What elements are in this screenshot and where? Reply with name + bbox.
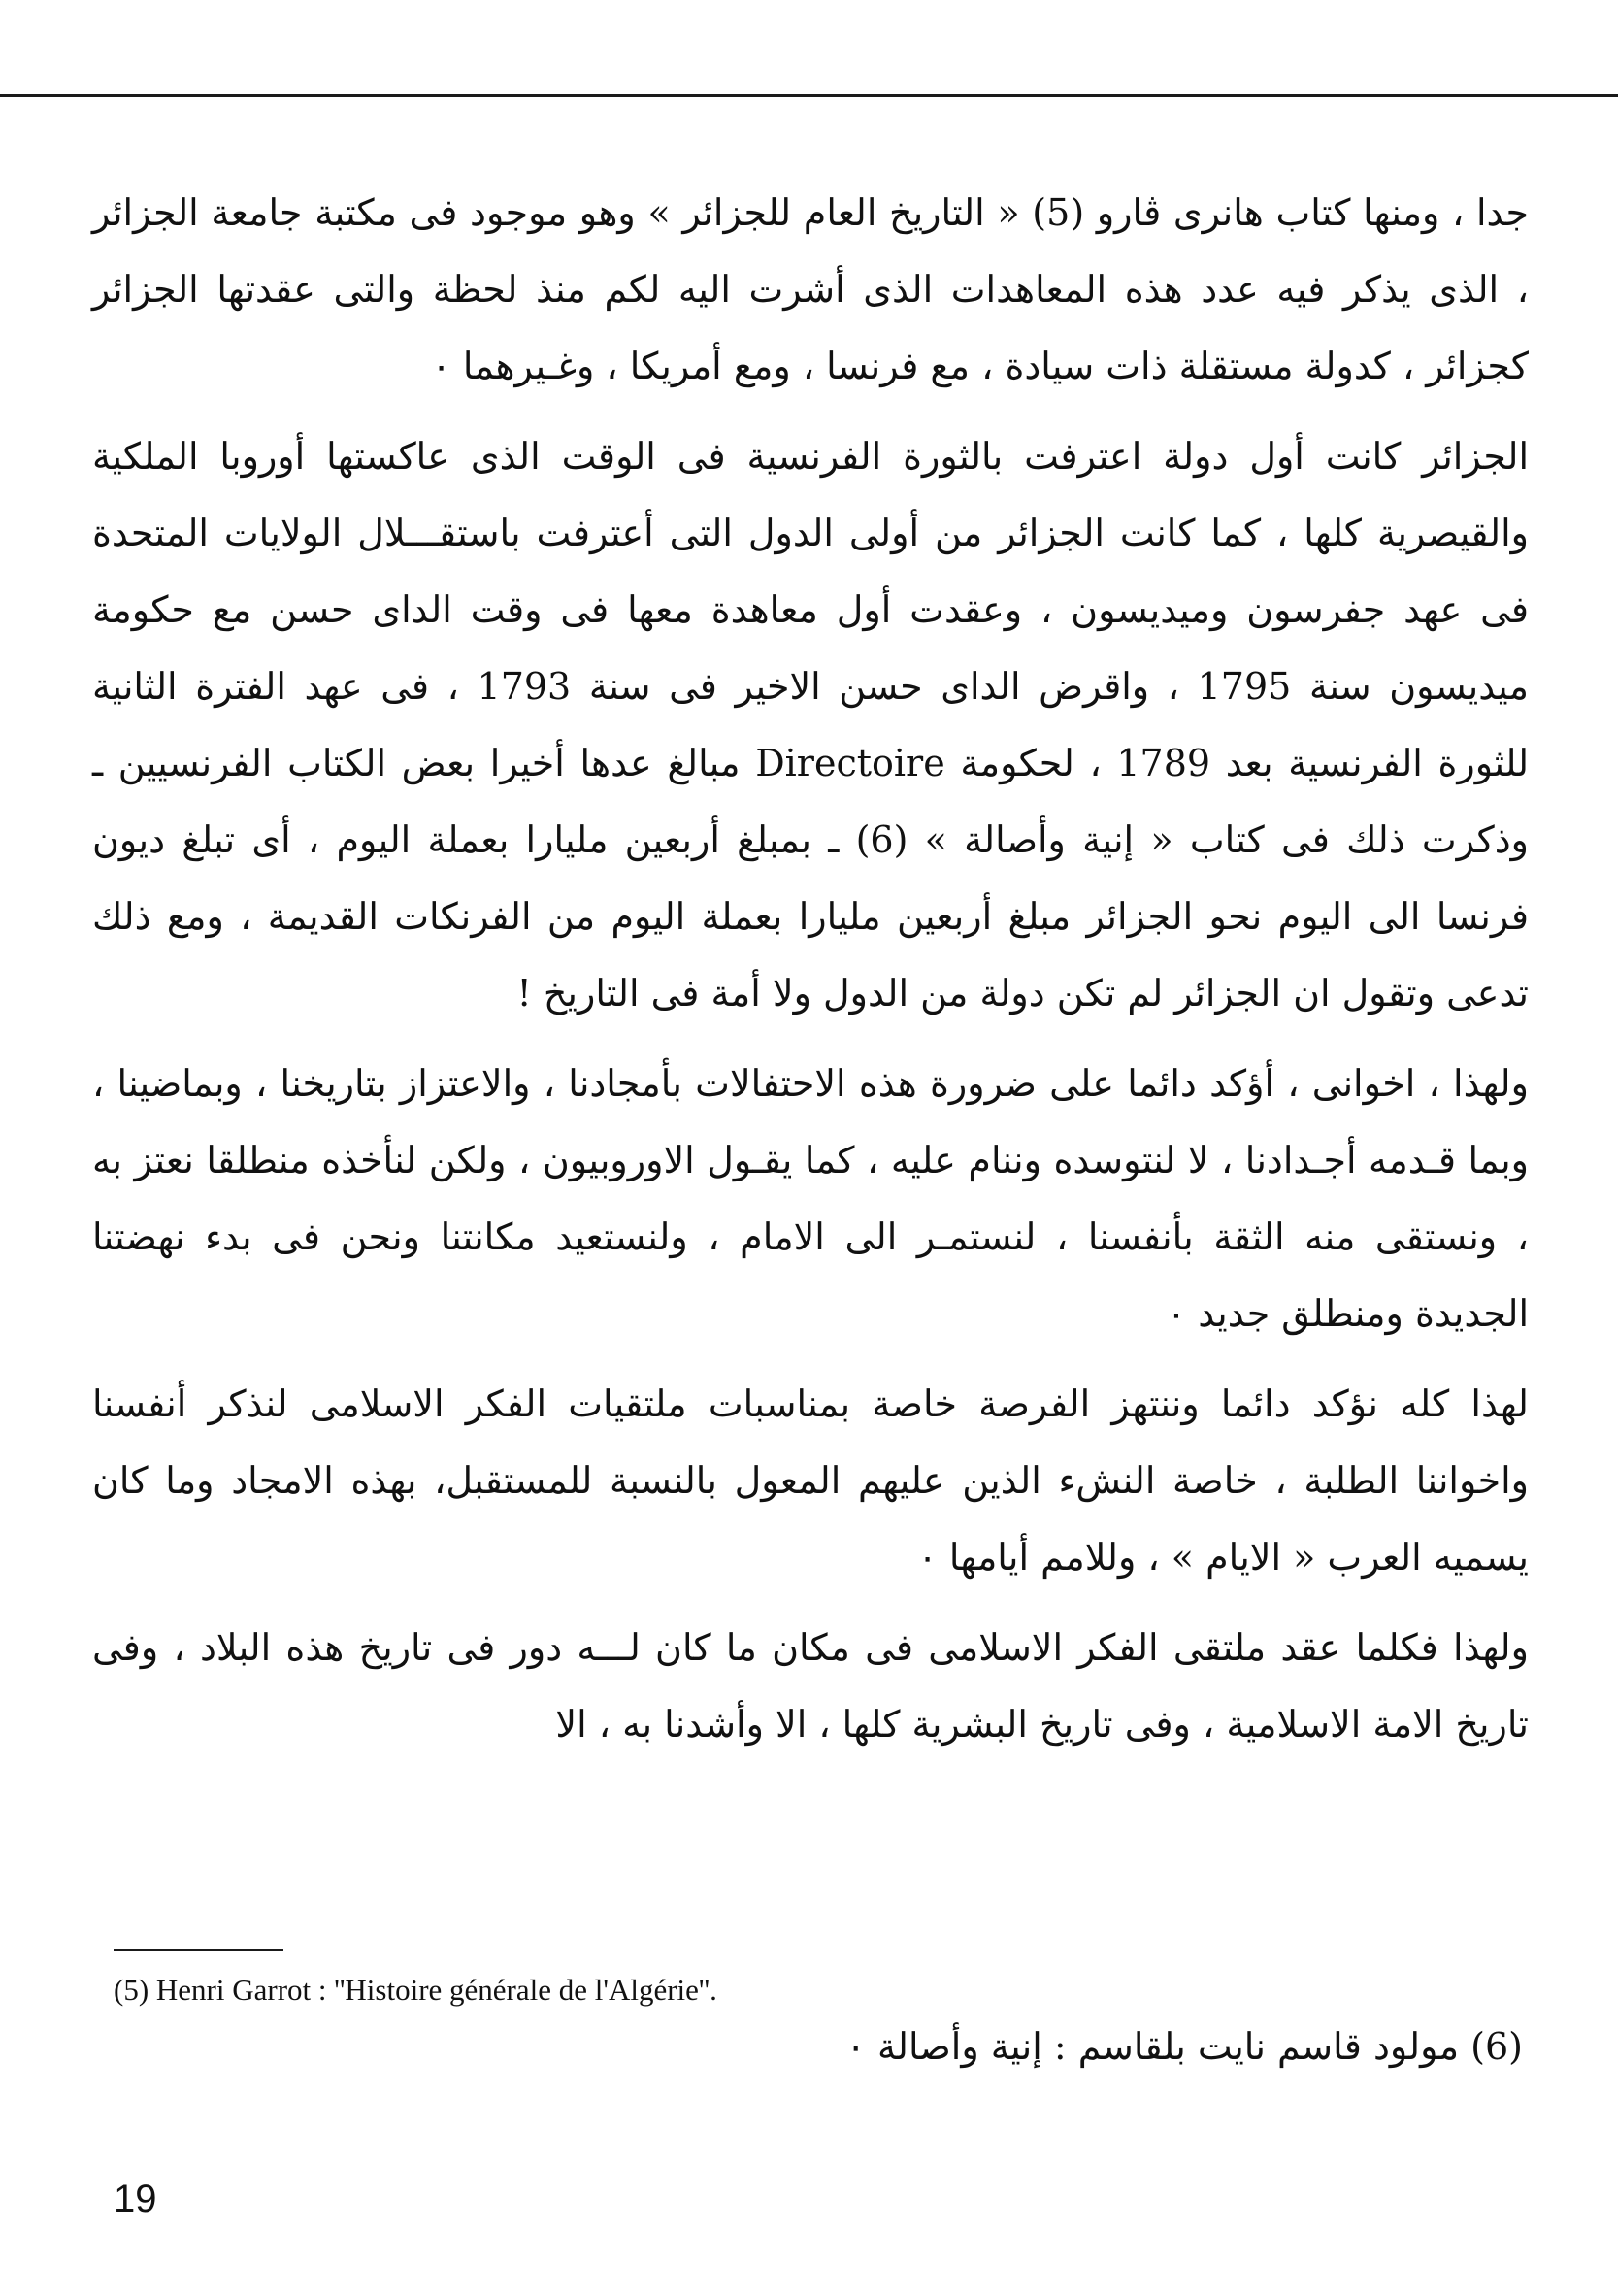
footnote-6: (6) مولود قاسم نايت بلقاسم : إنية وأصالة ٠ — [845, 2025, 1523, 2068]
header-rule — [0, 94, 1618, 97]
page-number: 19 — [114, 2178, 157, 2220]
paragraph-3: ولهذا ، اخوانى ، أؤكد دائما على ضرورة هذه الاحتفالات بأمجادنا ، والاعتزاز بتاريخنا ، وبماضينا ، وبما قـدمه أجـدادنا ، لا لنتوسده وننام عليه ، كما يقـول الاوروبيون ، ولكن لنأخذه منطلقا نعتز به ، ونستقى منه الثقة بأنفسنا ، لنستمـر الى الامام ، ولنستعيد مكانتنا ونحن فى بدء نهضتنا الجديدة ومنطلق جديد ٠ — [92, 1062, 1529, 1335]
paragraph-5: ولهذا فكلما عقد ملتقى الفكر الاسلامى فى مكان ما كان لـــه دور فى تاريخ هذه البلاد ، وفى تاريخ الامة الاسلامية ، وفى تاريخ البشرية كلها ، الا وأشدنا به ، الا — [92, 1626, 1529, 1746]
paragraph-4: لهذا كله نؤكد دائما وننتهز الفرصة خاصة بمناسبات ملتقيات الفكر الاسلامى لنذكر أنفسنا واخواننا الطلبة ، خاصة النشء الذين عليهم المعول بالنسبة للمستقبل، بهذه الامجاد وما كان يسميه العرب « الايام » ، وللامم أيامها ٠ — [92, 1382, 1529, 1579]
footnote-rule — [114, 1949, 283, 1951]
paragraph-2: الجزائر كانت أول دولة اعترفت بالثورة الفرنسية فى الوقت الذى عاكستها أوروبا الملكية والقيصرية كلها ، كما كانت الجزائر من أولى الدول التى أعترفت باستقـــلال الولايات المتحدة فى عهد جفرسون وميديسون ، وعقدت أول معاهدة معها فى وقت الداى حسن مع حكومة ميديسون سنة 1795 ، واقرض الداى حسن الاخير فى سنة 1793 ، فى عهد الفترة الثانية للثورة الفرنسية بعد 1789 ، لحكومة Directoire مبالغ عدها أخيرا بعض الكتاب الفرنسيين ـ وذكرت ذلك فى كتاب « إنية وأصالة » (6) ـ بمبلغ أربعين مليارا بعملة اليوم ، أى تبلغ ديون فرنسا الى اليوم نحو الجزائر مبلغ أربعين مليارا بعملة اليوم من الفرنكات القديمة ، ومع ذلك تدعى وتقول ان الجزائر لم تكن دولة من الدول ولا أمة فى التاريخ ! — [92, 435, 1530, 1015]
footnote-5: (5) Henri Garrot : ''Histoire générale de l'Algérie''. — [114, 1973, 717, 2007]
paragraph-1: جدا ، ومنها كتاب هانرى ڤارو (5) « التاريخ العام للجزائر » وهو موجود فى مكتبة جامعة الجزائر ، الذى يذكر فيه عدد هذه المعاهدات الذى أشرت اليه لكم منذ لحظة والتى عقدتها الجزائر كجزائر ، كدولة مستقلة ذات سيادة ، مع فرنسا ، ومع أمريكا ، وغـيرهما ٠ — [92, 191, 1529, 387]
body-text — [92, 175, 1529, 1777]
